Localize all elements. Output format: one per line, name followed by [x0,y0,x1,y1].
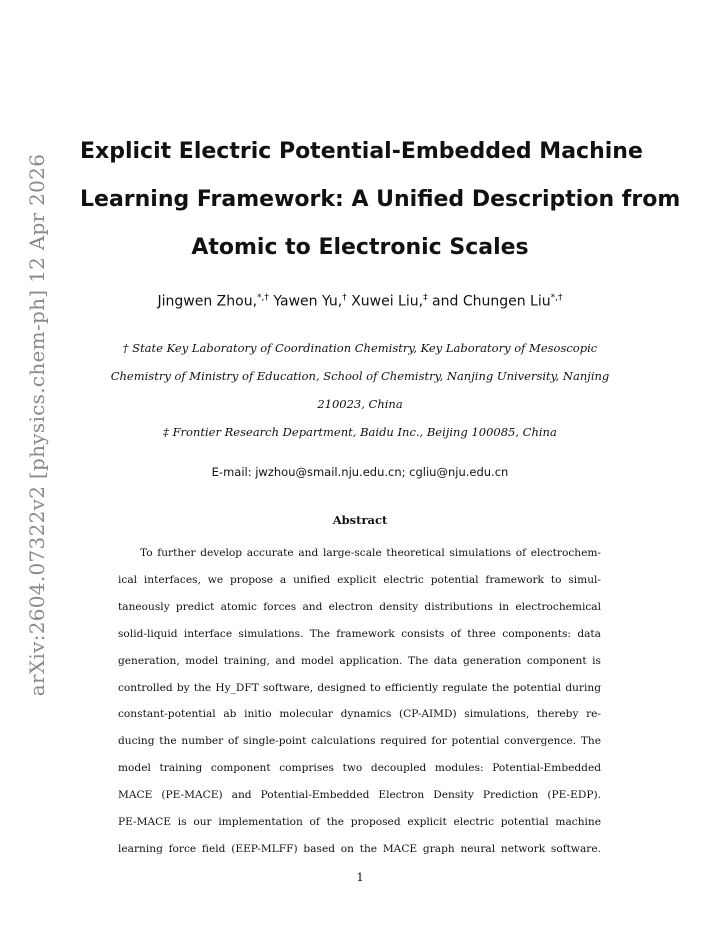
author-name: Yawen Yu, [273,293,343,310]
author-mark: † [342,293,347,303]
abstract-line: PE-MACE is our implementation of the proposed explicit electric potential machine [118,816,601,829]
title-line: Explicit Electric Potential-Embedded Machine [80,139,643,164]
abstract-line: generation, model training, and model application. The data generation component is [118,654,601,667]
affiliation-baidu [80,418,640,446]
abstract-line: model training component comprises two decoupled modules: Potential-Embedded [118,762,601,775]
abstract-line: ducing the number of single-point calculations required for potential convergence. The [118,735,601,748]
abstract-line: MACE (PE-MACE) and Potential-Embedded Electron Density Prediction (PE-EDP). [118,789,601,802]
affiliation-nanjing [80,334,640,418]
abstract-line: To further develop accurate and large-scale theoretical simulations of electrochem- [140,547,601,559]
author-mark: ‡ [423,293,428,303]
affiliation-line: ‡ Frontier Research Department, Baidu Inc., Beijing 100085, China [163,425,557,439]
affiliation-line: † State Key Laboratory of Coordination Chemistry, Key Laboratory of Mesoscopic [122,341,598,355]
author-name: Xuwei Liu, [351,293,424,310]
affiliation-line: Chemistry of Ministry of Education, School of Chemistry, Nanjing University, Nanjing [110,369,610,383]
abstract-line: taneously predict atomic forces and electron density distributions in electrochemical [118,600,601,613]
contact-email: E-mail: jwzhou@smail.nju.edu.cn; cgliu@nju.edu.cn [211,465,509,479]
affiliation-line: 210023, China [317,397,403,411]
abstract-line: learning force field (EEP-MLFF) based on the MACE graph neural network software. [118,842,601,855]
author-name: and Chungen Liu [432,293,551,310]
arxiv-identifier: arXiv:2604.07322v2 [physics.chem-ph] 12 Apr 2026 [25,153,49,697]
author-list [60,293,660,310]
author-name: Jingwen Zhou, [157,293,258,310]
abstract-line: controlled by the Hy_DFT software, designed to efficiently regulate the potential during [118,681,601,694]
abstract-heading: Abstract [332,513,388,527]
author-mark: *,† [257,293,269,303]
abstract-body [118,540,601,863]
abstract-line: constant-potential ab initio molecular dynamics (CP-AIMD) simulations, thereby re- [118,708,601,721]
paper-title [80,128,681,272]
page-number: 1 [356,870,364,884]
title-line: Learning Framework: A Unified Description from [80,187,681,212]
title-line: Atomic to Electronic Scales [191,235,529,260]
author-mark: *,† [550,293,563,303]
abstract-line: ical interfaces, we propose a unified explicit electric potential framework to simul- [118,573,601,586]
abstract-line: solid-liquid interface simulations. The framework consists of three components: data [118,627,601,640]
